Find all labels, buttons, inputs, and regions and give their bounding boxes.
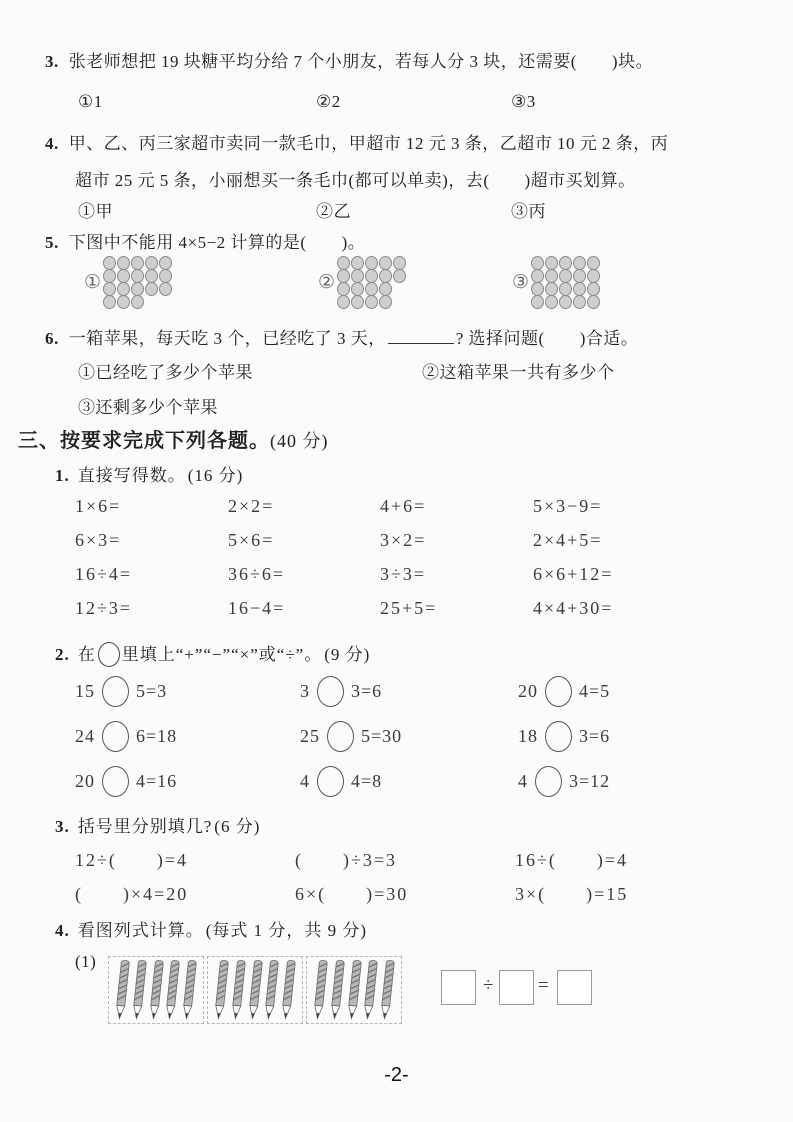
dot-icon — [531, 295, 544, 309]
dot-icon — [145, 256, 158, 270]
circle-problem-right: 6=18 — [136, 726, 178, 746]
circle-problem-right: 3=6 — [579, 726, 611, 746]
dot-icon — [351, 269, 364, 283]
circled-number-label: ① — [84, 272, 102, 293]
dot-icon — [573, 256, 586, 270]
dot-icon — [117, 256, 130, 270]
question-3-text: 张老师想把 19 块糖平均分给 7 个小朋友，若每人分 3 块，还需要( )块。 — [68, 52, 654, 71]
subsection-2-title-pre: 在 — [77, 645, 96, 664]
paren-problem: ( )÷3=3 — [295, 850, 398, 870]
answer-box-dividend[interactable] — [441, 970, 476, 1005]
calc-problem: 36÷6= — [228, 564, 286, 584]
circle-problem — [75, 721, 177, 752]
dot-icon — [145, 269, 158, 283]
calc-problem: 6×6+12= — [533, 564, 614, 584]
operator-circle[interactable] — [102, 676, 129, 707]
circle-problem-right: 4=8 — [351, 771, 383, 791]
calc-problem: 3×2= — [380, 530, 427, 550]
dot-row — [531, 256, 601, 270]
dot-row — [103, 295, 173, 309]
question-6-number: 6. — [45, 329, 59, 348]
dot-icon — [587, 269, 600, 283]
dot-icon — [337, 269, 350, 283]
dot-grid — [103, 256, 173, 309]
dot-icon — [103, 269, 116, 283]
dot-icon — [159, 256, 172, 270]
dot-grid — [531, 256, 601, 309]
subsection-3-title: 括号里分别填几? — [77, 817, 213, 836]
dot-icon — [587, 256, 600, 270]
section-3-heading — [18, 424, 329, 453]
paren-problem: 12÷( )=4 — [75, 850, 189, 870]
pencil-icon — [280, 959, 297, 1021]
circle-problem — [75, 676, 167, 707]
fill-parentheses-problems — [0, 846, 793, 916]
dot-icon — [559, 282, 572, 296]
circle-problem-left: 3 — [300, 681, 310, 701]
pencil-icon — [312, 959, 329, 1021]
subsection-1-heading — [55, 461, 243, 486]
calc-problem: 5×6= — [228, 530, 275, 550]
operator-circle[interactable] — [102, 721, 129, 752]
dot-icon — [531, 282, 544, 296]
subsection-2-heading — [55, 640, 370, 667]
question-4 — [45, 129, 668, 154]
dot-icon — [379, 295, 392, 309]
calc-problem: 16÷4= — [75, 564, 133, 584]
dot-row — [337, 295, 407, 309]
q3-option-3: ③3 — [511, 92, 536, 111]
question-3 — [45, 47, 653, 72]
subsection-1-number: 1. — [55, 466, 70, 485]
q4-option-3: ③丙 — [511, 202, 546, 221]
dot-icon — [545, 282, 558, 296]
operator-circle[interactable] — [102, 766, 129, 797]
calc-problem: 5×3−9= — [533, 496, 603, 516]
circle-problem-right: 4=5 — [579, 681, 611, 701]
dot-icon — [531, 256, 544, 270]
question-6-text-after: ? 选择问题( )合适。 — [455, 329, 639, 348]
operator-circle[interactable] — [327, 721, 354, 752]
dot-grid — [337, 256, 407, 309]
dot-icon — [365, 269, 378, 283]
dot-icon — [379, 282, 392, 296]
dot-icon — [131, 282, 144, 296]
pencil-icon — [263, 959, 280, 1021]
operator-circle[interactable] — [535, 766, 562, 797]
circled-number-label: ② — [318, 272, 336, 293]
answer-box-divisor[interactable] — [499, 970, 534, 1005]
dot-row — [337, 269, 407, 283]
q5-diagram-2 — [318, 256, 407, 309]
circle-problem-left: 4 — [300, 771, 310, 791]
dot-icon — [103, 256, 116, 270]
dot-icon — [351, 282, 364, 296]
question-4-number: 4. — [45, 134, 59, 153]
pencil-icon — [148, 959, 165, 1021]
paren-problem: 16÷( )=4 — [515, 850, 629, 870]
question-5-diagrams — [0, 256, 793, 316]
dot-row — [531, 269, 601, 283]
circle-problem — [300, 721, 402, 752]
subsection-4-points: (每式 1 分，共 9 分) — [205, 921, 368, 940]
question-3-number: 3. — [45, 52, 59, 71]
question-6-text-before: 一箱苹果，每天吃 3 个，已经吃了 3 天， — [68, 329, 386, 348]
dot-icon — [117, 282, 130, 296]
question-4-text-line2: 超市 25 元 5 条，小丽想买一条毛巾(都可以单卖)，去( )超市买划算。 — [75, 171, 636, 190]
dot-icon — [365, 256, 378, 270]
operator-circle[interactable] — [545, 676, 572, 707]
dot-row — [531, 295, 601, 309]
calc-problem: 4+6= — [380, 496, 427, 516]
subsection-3-number: 3. — [55, 817, 70, 836]
dot-icon — [545, 269, 558, 283]
circle-problem-left: 20 — [75, 771, 95, 791]
paren-problem: 6×( )=30 — [295, 884, 409, 904]
page-number: -2- — [384, 1064, 409, 1086]
circle-problem-left: 24 — [75, 726, 95, 746]
dot-icon — [337, 256, 350, 270]
dot-icon — [103, 295, 116, 309]
division-sign: ÷ — [483, 975, 494, 996]
q3-option-1: ①1 — [78, 92, 103, 111]
dot-row — [337, 282, 407, 296]
section-3-points: (40 分) — [270, 431, 329, 451]
circle-problem-left: 20 — [518, 681, 538, 701]
dot-icon — [559, 295, 572, 309]
circle-problem-right: 5=30 — [361, 726, 403, 746]
pencil-icon — [362, 959, 379, 1021]
circle-problem — [300, 676, 382, 707]
dot-icon — [351, 256, 364, 270]
dot-icon — [351, 295, 364, 309]
subsection-4-title: 看图列式计算。 — [77, 921, 204, 940]
pencil-icon — [131, 959, 148, 1021]
circle-problem — [518, 766, 610, 797]
operator-circle[interactable] — [545, 721, 572, 752]
circle-problem-left: 18 — [518, 726, 538, 746]
operator-circle[interactable] — [317, 766, 344, 797]
subsection-2-title-post: 里填上“+”“−”“×”或“÷”。 — [121, 645, 323, 664]
circle-problem-right: 3=6 — [351, 681, 383, 701]
question-4-line2 — [75, 166, 636, 191]
operator-circle-problems — [0, 676, 793, 811]
answer-blank-line — [388, 328, 454, 344]
pencil-icon — [247, 959, 264, 1021]
q6-option-1: ①已经吃了多少个苹果 — [78, 363, 253, 382]
circled-number-label: ③ — [512, 272, 530, 293]
circle-placeholder-icon — [98, 642, 120, 667]
section-3-title: 三、按要求完成下列各题。 — [18, 430, 270, 452]
pencil-icon — [329, 959, 346, 1021]
subsection-1-title: 直接写得数。 — [77, 466, 186, 485]
calc-problem: 2×2= — [228, 496, 275, 516]
question-6-options-row1 — [0, 358, 793, 382]
dot-icon — [117, 295, 130, 309]
dot-row — [103, 282, 173, 296]
circle-problem-left: 4 — [518, 771, 528, 791]
q3-option-2: ②2 — [316, 92, 341, 111]
dot-icon — [573, 282, 586, 296]
operator-circle[interactable] — [317, 676, 344, 707]
calc-problem: 3÷3= — [380, 564, 427, 584]
dot-icon — [531, 269, 544, 283]
q6-option-1: ③还剩多少个苹果 — [78, 398, 218, 417]
question-5-text: 下图中不能用 4×5−2 计算的是( )。 — [68, 233, 366, 252]
dot-icon — [559, 269, 572, 283]
dot-row — [103, 269, 173, 283]
circle-problem-left: 15 — [75, 681, 95, 701]
subsection-4-heading — [55, 916, 367, 941]
dot-icon — [159, 269, 172, 283]
pencil-group-box-3 — [306, 956, 402, 1024]
answer-box-quotient[interactable] — [557, 970, 592, 1005]
q5-diagram-1 — [84, 256, 173, 309]
dot-row — [337, 256, 407, 270]
pencil-icon — [181, 959, 198, 1021]
dot-icon — [337, 282, 350, 296]
question-4-text-line1: 甲、乙、丙三家超市卖同一款毛巾，甲超市 12 元 3 条，乙超市 10 元 2 条，丙 — [68, 134, 669, 153]
paren-problem: ( )×4=20 — [75, 884, 189, 904]
subsection-2-number: 2. — [55, 645, 70, 664]
question-6-options-row2 — [0, 393, 793, 417]
calc-problem: 16−4= — [228, 598, 286, 618]
pencil-icon — [379, 959, 396, 1021]
question-3-options — [0, 92, 793, 116]
circle-problem — [518, 676, 610, 707]
subsection-4-number: 4. — [55, 921, 70, 940]
question-5-number: 5. — [45, 233, 59, 252]
dot-row — [103, 256, 173, 270]
q4-option-2: ②乙 — [316, 202, 351, 221]
subsection-3-heading — [55, 812, 260, 837]
calc-problem: 2×4+5= — [533, 530, 603, 550]
dot-icon — [379, 269, 392, 283]
dot-icon — [587, 282, 600, 296]
dot-icon — [131, 295, 144, 309]
subsection-1-points: (16 分) — [187, 466, 244, 485]
equals-sign: = — [538, 975, 549, 996]
dot-icon — [559, 256, 572, 270]
question-5 — [45, 228, 365, 253]
dot-icon — [573, 295, 586, 309]
dot-icon — [379, 256, 392, 270]
pencil-icon — [213, 959, 230, 1021]
q6-option-2: ②这箱苹果一共有多少个 — [422, 363, 615, 382]
calc-problem: 25+5= — [380, 598, 438, 618]
question-4-options — [0, 197, 793, 221]
calc-problem: 12÷3= — [75, 598, 133, 618]
dot-icon — [573, 269, 586, 283]
dot-icon — [337, 295, 350, 309]
dot-icon — [145, 282, 158, 296]
question-6 — [45, 324, 638, 349]
dot-icon — [393, 256, 406, 270]
dot-icon — [117, 269, 130, 283]
dot-icon — [545, 256, 558, 270]
dot-icon — [393, 269, 406, 283]
dot-icon — [587, 295, 600, 309]
dot-icon — [365, 282, 378, 296]
pencil-icon — [164, 959, 181, 1021]
circle-problem — [300, 766, 382, 797]
dot-icon — [159, 282, 172, 296]
dot-icon — [103, 282, 116, 296]
item-1-label: (1) — [75, 952, 97, 971]
pencil-icon — [230, 959, 247, 1021]
dot-icon — [131, 269, 144, 283]
direct-computation-grid — [0, 496, 793, 636]
dot-icon — [365, 295, 378, 309]
circle-problem — [75, 766, 177, 797]
pencil-icon — [346, 959, 363, 1021]
subsection-2-points: (9 分) — [324, 645, 371, 664]
dot-icon — [545, 295, 558, 309]
pencil-group-box-2 — [207, 956, 303, 1024]
circle-problem-left: 25 — [300, 726, 320, 746]
q5-diagram-3 — [512, 256, 601, 309]
calc-problem: 1×6= — [75, 496, 122, 516]
subsection-3-points: (6 分) — [214, 817, 261, 836]
pencil-icon — [114, 959, 131, 1021]
dot-icon — [131, 256, 144, 270]
calc-problem: 4×4+30= — [533, 598, 614, 618]
paren-problem: 3×( )=15 — [515, 884, 629, 904]
pencil-group-box-1 — [108, 956, 204, 1024]
circle-problem-right: 4=16 — [136, 771, 178, 791]
calc-problem: 6×3= — [75, 530, 122, 550]
circle-problem — [518, 721, 610, 752]
q4-option-1: ①甲 — [78, 202, 113, 221]
circle-problem-right: 3=12 — [569, 771, 611, 791]
circle-problem-right: 5=3 — [136, 681, 168, 701]
dot-row — [531, 282, 601, 296]
